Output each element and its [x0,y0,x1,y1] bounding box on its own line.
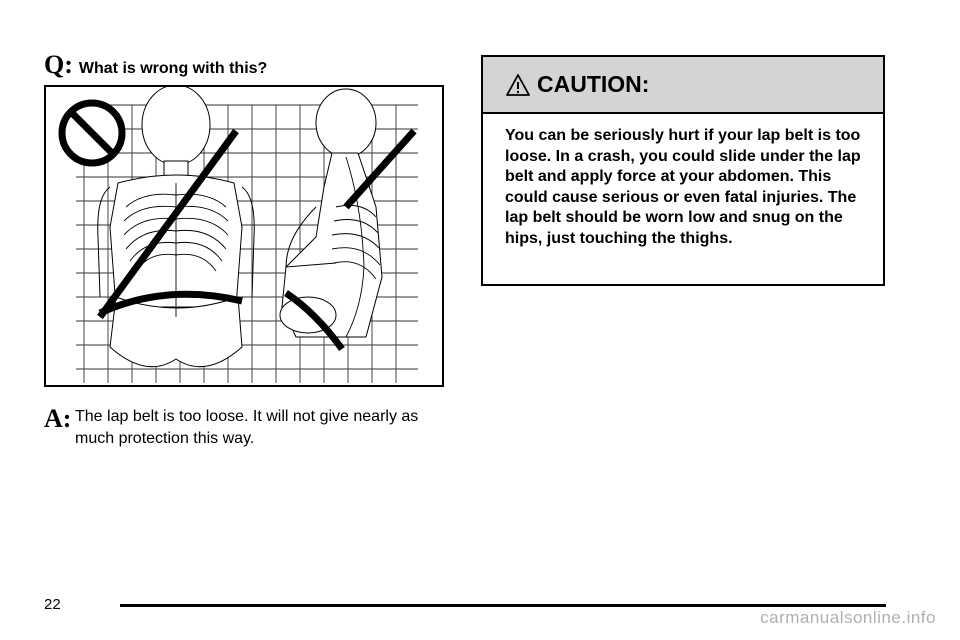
question [44,50,267,80]
answer-text: The lap belt is too loose. It will not give nearly as much protection this way. [75,408,419,447]
answer-mark-label: A: [44,404,72,433]
warning-triangle-icon [505,73,531,97]
seat-belt-illustration [44,85,444,387]
question-mark-label: Q: [44,50,73,79]
page-number: 22 [44,596,61,613]
caution-header [483,57,883,114]
footer-rule [120,604,886,607]
answer [44,406,454,450]
watermark: carmanualsonline.info [760,608,936,627]
caution-body-text: You can be seriously hurt if your lap belt is too loose. In a crash, you could slide under the lap belt and apply force at your abdomen. This could cause serious or even fatal injuries. The lap belt should be worn low and snug on the hips, just touching the thighs. [505,127,861,247]
caution-title: CAUTION: [537,71,650,97]
prohibited-icon [62,103,122,163]
caution-box [481,55,885,286]
skeleton-drawing [46,87,442,385]
question-text: What is wrong with this? [78,60,268,77]
